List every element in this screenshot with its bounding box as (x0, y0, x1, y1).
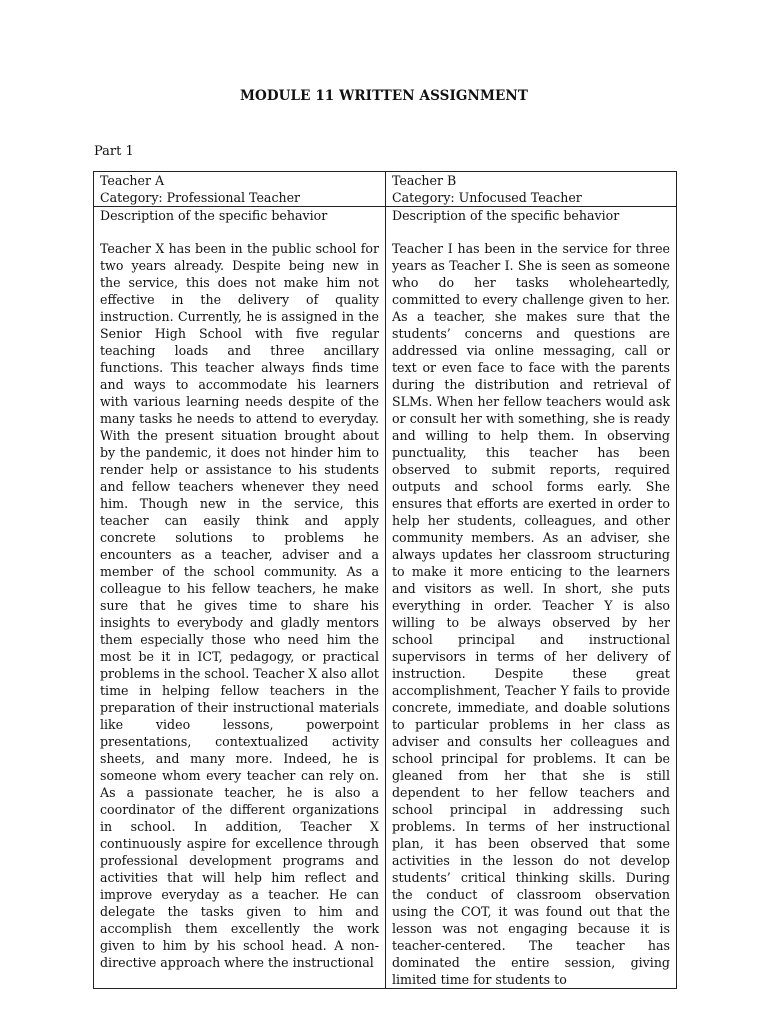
teacher-a-header-cell (94, 172, 386, 207)
document-title: MODULE 11 WRITTEN ASSIGNMENT (239, 88, 529, 104)
teacher-b-category: Category: Unfocused Teacher (392, 190, 582, 205)
teacher-b-subheading: Description of the specific behavior (392, 208, 620, 223)
table-header-row (94, 172, 677, 207)
table-body-row (94, 207, 677, 989)
comparison-table (93, 171, 677, 989)
teacher-b-description: Teacher I has been in the service for three years as Teacher I. She is seen as someone who do her tasks wholeheartedly, committed to every challenge given to her. As a teacher, she makes sure that the students’ concerns and questions are addressed via online messaging, call or text or even face to face with the parents during the distribution and retrieval of SLMs. When her fellow teachers would ask or consult her with something, she is ready and willing to help them. In observing punctuality, this teacher has been observed to submit reports, required outputs and school forms early. She ensures that efforts are exerted in order to help her students, colleagues, and other community members. As an adviser, she always updates her classroom structuring to make it more enticing to the learners and visitors as well. In short, she puts everything in order. Teacher Y is also willing to be always observed by her school principal and instructional supervisors in terms of her delivery of instruction. Despite these great accomplishment, Teacher Y fails to provide concrete, immediate, and doable solutions to particular problems in her class as adviser and consults her colleagues and school principal for problems. It can be gleaned from her that she is still dependent to her fellow teachers and school principal in addressing such problems. In terms of her instructional plan, it has been observed that some activities in the lesson do not develop students’ critical thinking skills. During the conduct of classroom observation using the COT, it was found out that the lesson was not engaging because it is teacher-centered. The teacher has dominated the entire session, giving limited time for students to (392, 241, 670, 987)
teacher-a-category: Category: Professional Teacher (100, 190, 301, 205)
teacher-b-description-cell (386, 207, 677, 989)
teacher-b-header-cell (386, 172, 677, 207)
part-label: Part 1 (94, 144, 134, 159)
teacher-a-label: Teacher A (100, 173, 165, 188)
teacher-a-description: Teacher X has been in the public school for two years already. Despite being new in the service, this does not make him not effective in the delivery of quality instruction. Currently, he is assigned in the Senior High School with five regular teaching loads and three ancillary functions. This teacher always finds time and ways to accommodate his learners with various learning needs despite of the many tasks he needs to attend to everyday. With the present situation brought about by the pandemic, it does not hinder him to render help or assistance to his students and fellow teachers whenever they need him. Though new in the service, this teacher can easily think and apply concrete solutions to problems he encounters as a teacher, adviser and a member of the school community. As a colleague to his fellow teachers, he make sure that he gives time to share his insights to everybody and gladly mentors them especially those who need him the most be it in ICT, pedagogy, or practical problems in the school. Teacher X also allot time in helping fellow teachers in the preparation of their instructional materials like video lessons, powerpoint presentations, contextualized activity sheets, and many more. Indeed, he is someone whom every teacher can rely on. As a passionate teacher, he is also a coordinator of the different organizations in school. In addition, Teacher X continuously aspire for excellence through professional development programs and activities that will help him reflect and improve everyday as a teacher. He can delegate the tasks given to him and accomplish them excellently the work given to him by his school head. A non-directive approach where the instructional (100, 241, 379, 970)
teacher-a-description-cell (94, 207, 386, 989)
teacher-b-label: Teacher B (392, 173, 457, 188)
teacher-a-subheading: Description of the specific behavior (100, 208, 328, 223)
